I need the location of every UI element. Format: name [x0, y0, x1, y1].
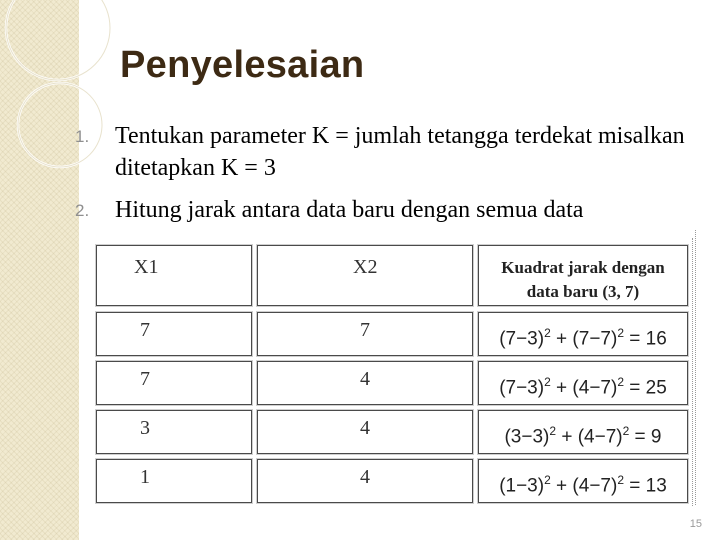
header-distance [478, 245, 688, 306]
distance-table [94, 238, 693, 506]
header-x1 [96, 245, 252, 306]
cell-formula: $(1-3)^2 + (4-7)^2 = 13$ [478, 459, 688, 503]
cell-formula: $(7-3)^2 + (4-7)^2 = 25$ [478, 361, 688, 405]
header-x1-label: X1 [134, 256, 159, 278]
cell-formula: $(3-3)^2 + (4-7)^2 = 9$ [478, 410, 688, 454]
cell-x2: 4 [360, 417, 370, 439]
step-number: 2. [75, 201, 90, 220]
table-row [96, 312, 252, 356]
cell-x2: 4 [360, 368, 370, 390]
header-distance-line1: Kuadrat jarak dengan [501, 258, 665, 277]
page-number: 15 [689, 518, 702, 530]
cell-x2: 7 [360, 319, 370, 341]
table-row [257, 361, 473, 405]
cell-x1: 7 [140, 368, 150, 390]
step-number: 1. [75, 127, 90, 146]
header-distance-line2: data baru (3, 7) [526, 282, 640, 301]
header-x2-label: X2 [353, 256, 378, 278]
slide-title: Penyelesaian [120, 44, 365, 86]
header-x2 [257, 245, 473, 306]
step-text: Tentukan parameter K = jumlah tetangga terdekat misalkan ditetapkan K = 3 [115, 123, 685, 181]
table-row [96, 459, 252, 503]
table-row [257, 312, 473, 356]
table-row [257, 410, 473, 454]
cell-x1: 1 [140, 466, 150, 488]
cell-x1: 7 [140, 319, 150, 341]
table-row [96, 410, 252, 454]
cell-x1: 3 [140, 417, 150, 439]
cell-formula: $(7-3)^2 + (7-7)^2 = 16$ [478, 312, 688, 356]
cell-x2: 4 [360, 466, 370, 488]
table-row [257, 459, 473, 503]
step-text: Hitung jarak antara data baru dengan semua data [115, 197, 584, 223]
table-row [96, 361, 252, 405]
